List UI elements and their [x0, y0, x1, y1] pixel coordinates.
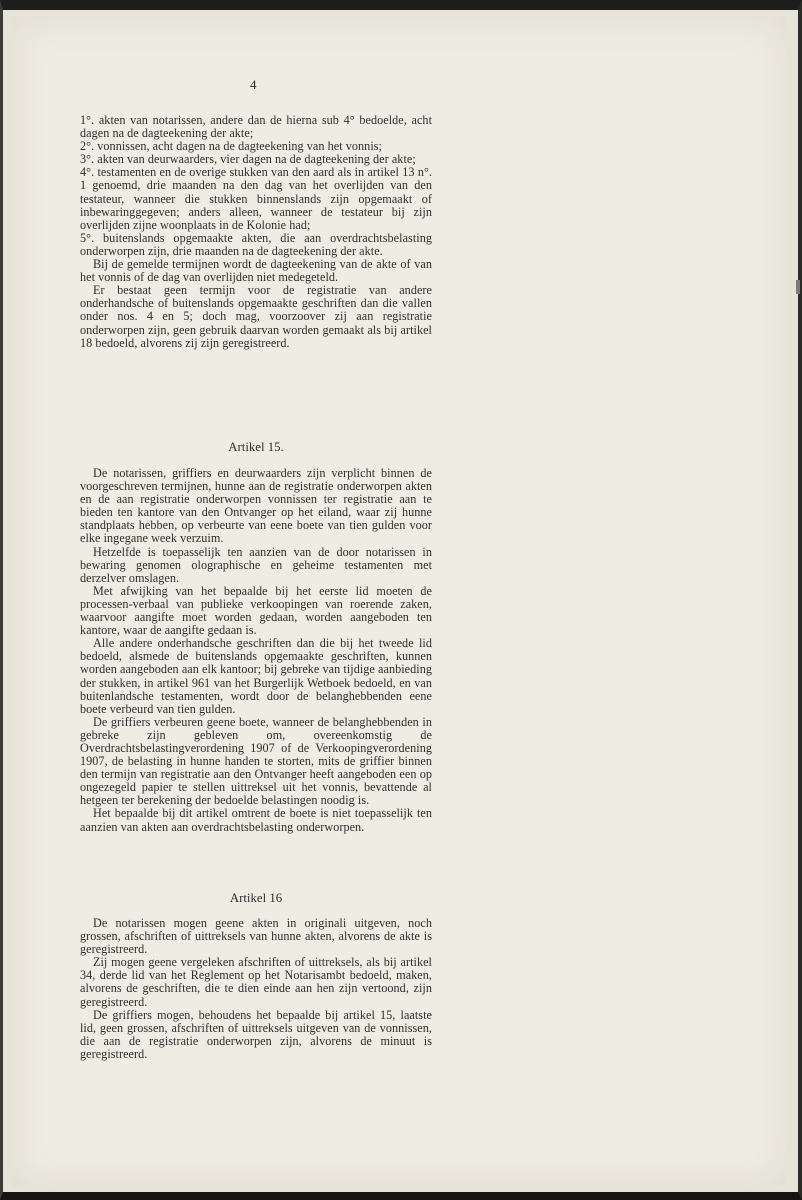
paragraph-termijnen: Bij de gemelde termijnen wordt de dagteekening van de akte of van het vonnis of de dag van overlijden niet medegeteld. [80, 257, 432, 285]
article-16-paragraph: De notarissen mogen geene akten in originali uitgeven, noch grossen, afschriften of uittreksels van hunne akten, alvorens de akte is geregistreerd. [80, 916, 432, 957]
paragraph-geen-termijn: Er bestaat geen termijn voor de registratie van andere onderhandsche of buitenslands opgemaakte geschriften dan die vallen onder nos. 4 en 5; doch mag, voorzoover zij aan registratie onderworpen zijn, geen gebruik daarvan worden gemaakt als bij artikel 18 bedoeld, alvorens zij zijn geregistreerd. [80, 283, 432, 350]
article-15-paragraph: Alle andere onderhandsche geschriften dan die bij het tweede lid bedoeld, alsmede de buitenslands opgemaakte geschriften, kunnen worden aangeboden aan elk kantoor; bij gebreke van tijdige aanbieding der stukken, in artikel 961 van het Burgerlijk Wetboek bedoeld, en van buitenlandsche testamenten, wordt door de belanghebbenden eene boete verbeurd van tien gulden. [80, 636, 432, 716]
paragraph-item-5: 5°. buitenslands opgemaakte akten, die aan overdrachtsbelasting onderworpen zijn, drie maanden na de dagteekening der akte. [80, 230, 432, 258]
article-16-paragraph: De griffiers mogen, behoudens het bepaalde bij artikel 15, laatste lid, geen grossen, afschriften of uittreksels uitgeven van de vonnissen, die aan de registratie onderworpen zijn, alvorens de minuut is geregistreerd. [80, 1007, 432, 1061]
article-15-body [80, 467, 432, 834]
article-15-paragraph: De notarissen, griffiers en deurwaarders zijn verplicht binnen de voorgeschreven termijnen, hunne aan de registratie onderworpen akten en de aan registratie onderworpen vonnissen ter registratie aan te bieden ten kantore van den Ontvanger op het eiland, waar zij hunne standplaats hebben, op verbeurte van eene boete van tien gulden voor elke ingegane week verzuim. [80, 466, 432, 546]
article-16-body [80, 917, 432, 1061]
paragraph-item-4: 4°. testamenten en de overige stukken van den aard als in artikel 13 n°. 1 genoemd, drie maanden na den dag van het overlijden van den testateur, wanneer die stukken binnenslands zijn opgemaakt of inbewaringgegeven; anders alleen, wanneer de testateur bij zijn overlijden zijne woonplaats in de Kolonie had; [80, 165, 432, 232]
scan-edge-mark [796, 280, 800, 294]
article-15-heading: Artikel 15. [228, 440, 284, 454]
paragraph-item-2: 2°. vonnissen, acht dagen na de dagteekening van het vonnis; [80, 139, 382, 154]
article-16-paragraph: Zij mogen geene vergeleken afschriften of uittreksels, als bij artikel 34, derde lid van het Reglement op het Notarisambt bedoeld, maken, alvorens de geschriften, die te dien einde aan hen zijn vertoond, zijn geregistreerd. [80, 955, 432, 1009]
article-15-paragraph: Met afwijking van het bepaalde bij het eerste lid moeten de processen-verbaal van publieke verkoopingen van roerende zaken, waarvoor aangifte moet worden gedaan, worden aangeboden ten kantore, waar de aangifte gedaan is. [80, 583, 432, 638]
article-15-paragraph: De griffiers verbeuren geene boete, wanneer de belanghebbenden in gebreke zijn gebleven om, overeenkomstig de Overdrachtsbelastingverordening 1907 of de Verkoopingverordening 1907, de belasting in hunne handen te storten, mits de griffier binnen den termijn van registratie aan den Ontvanger heeft aangeboden een op ongezegeld papier te stellen uittreksel uit het vonnis, bevattende al hetgeen ter berekening der bedoelde belastingen noodig is. [80, 714, 432, 808]
article-15-paragraph: Hetzelfde is toepasselijk ten aanzien van de door notarissen in bewaring genomen olographische en geheime testamenten met derzelver omslagen. [80, 544, 432, 585]
intro-section [80, 114, 432, 350]
page-number: 4 [250, 77, 257, 92]
paragraph-item-3: 3°. akten van deurwaarders, vier dagen na de dagteekening der akte; [80, 152, 416, 167]
paragraph-item-1: 1°. akten van notarissen, andere dan de hierna sub 4° bedoelde, acht dagen na de dagteekening der akte; [80, 113, 432, 141]
article-16-heading: Artikel 16 [229, 891, 283, 905]
article-15-paragraph: Het bepaalde bij dit artikel omtrent de boete is niet toepasselijk ten aanzien van akten aan overdrachtsbelasting onderworpen. [80, 806, 432, 834]
document-page [12, 18, 786, 1186]
